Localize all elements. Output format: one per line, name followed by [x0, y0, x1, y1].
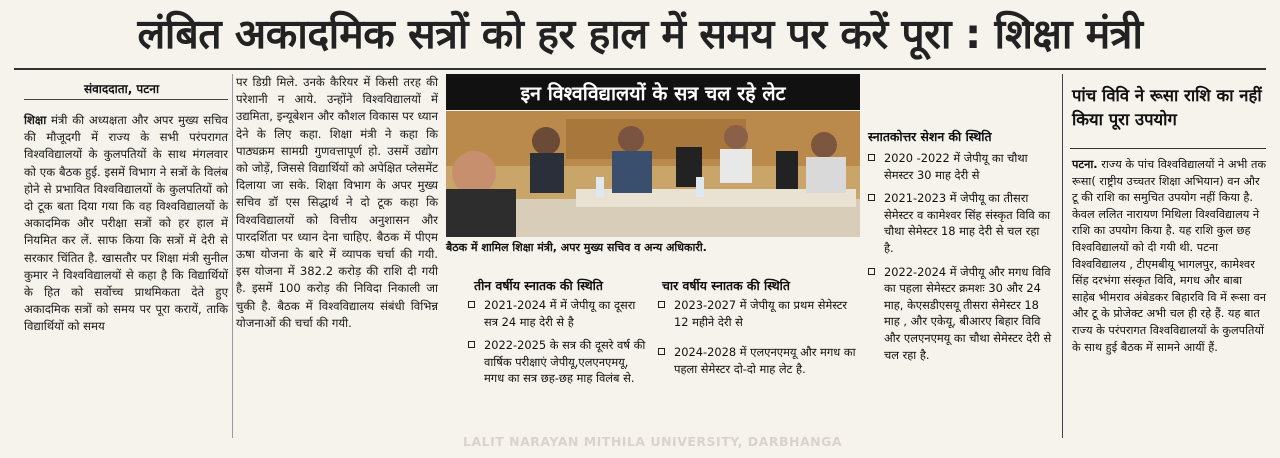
box-banner: इन विश्वविद्यालयों के सत्र चल रहे लेट	[446, 74, 860, 110]
meeting-photo-illustration	[446, 111, 860, 237]
article-text-1: मंत्री की अध्यक्षता और अपर मुख्य सचिव की मौजूदगी में राज्य के सभी परंपरागत विश्वविद्यालयों के कुलपतियों के साथ मंगलवार को एक बैठक हुई. इसमें विभाग ने सत्रों के विलंब होने से प्रभावित विश्वविद्यालयों के कुलपतियों को दो टूक बता दिया गया कि वह विश्वविद्यालयों के अकादमिक और परीक्षा सत्रों को हर हाल में नियमित कर लें. साफ किया कि सत्रों में देरी से सरकार चिंतित है. खासतौर पर शिक्षा मंत्री सुनील कुमार ने विश्वविद्यालयों से कहा है कि विद्यार्थियों के हित को सर्वोच्च प्राथमिकता देते हुए अकादमिक सत्रों को समय पर पूरा करायें, ताकि विद्यार्थियों को समय	[24, 113, 228, 334]
checkbox-icon	[658, 301, 665, 308]
list-item: 2023-2027 में जेपीयू का प्रथम सेमेस्टर 12 महीने देरी से	[656, 297, 856, 330]
sidebar-dateline: पटना.	[1072, 158, 1098, 171]
checkbox-icon	[468, 341, 475, 348]
article-lead-word: शिक्षा	[24, 113, 47, 127]
meeting-photo	[446, 111, 860, 237]
pg-list	[866, 150, 1052, 370]
article-column-1	[24, 112, 228, 336]
sidebar-headline: पांच विवि ने रूसा राशि का नहीं किया पूरा उपयोग	[1072, 86, 1262, 129]
sidebar-article	[1072, 157, 1268, 356]
checkbox-icon	[868, 154, 875, 161]
sidebar-rule	[1070, 148, 1266, 149]
four-year-list	[656, 297, 856, 384]
list-item: 2022-2025 के सत्र की दूसरे वर्ष की वार्षिक परीक्षाएं जेपीयू,एलएनएमयू, मगध का सत्र छह-छह माह विलंब से.	[466, 337, 652, 387]
three-year-list	[466, 297, 652, 394]
byline: संवाददाता, पटना	[84, 82, 160, 96]
pg-title: स्नातकोत्तर सेशन की स्थिति	[868, 129, 992, 144]
headline-rule	[14, 68, 1266, 70]
list-item: 2024-2028 में एलएनएमयू और मगध का पहला सेमेस्टर दो-दो माह लेट है.	[656, 344, 856, 377]
university-watermark: LALIT NARAYAN MITHILA UNIVERSITY, DARBHANGA	[463, 434, 843, 449]
checkbox-icon	[868, 194, 875, 201]
checkbox-icon	[868, 268, 875, 275]
sidebar-text: राज्य के पांच विश्वविद्यालयों ने अभी तक रूसा( राष्ट्रीय उच्चतर शिक्षा अभियान) वन और टू की राशि का समुचित उपयोग नहीं किया है. केवल ललित नारायण मिथिला विश्वविद्यालय ने राशि का उपयोग किया है. यह राशि कुल छह विश्वविद्यालयों को दी गयी थी. पटना विश्वविद्यालय , टीएमबीयू भागलपुर, कामेश्वर सिंह दरभंगा संस्कृत विवि, मगध और बाबा साहेब भीमराव अंबेडकर बिहारवि वि में रूसा वन और टू के प्रोजेक्ट अभी चल ही रहे हैं. यह बात राज्य के परंपरागत विश्वविद्यालयों के कुलपतियों के साथ हुई बैठक में सामने आयीं हैं.	[1072, 158, 1267, 354]
article-text-2: पर डिग्री मिले. उनके कैरियर में किसी तरह की परेशानी न आये. उन्होंने विश्वविद्यालयों में उद्यमिता, इन्यूबेशन और कौशल विकास पर ध्यान देने के लिए कहा. शिक्षा मंत्री ने कहा कि पाठ्यक्रम सामग्री गुणवत्तापूर्ण हो. उसमें उद्योग को जोड़ें, जिससे विद्यार्थियों को अपेक्षित प्लेसमेंट दिलाया जा सके. शिक्षा विभाग के अपर मुख्य सचिव डॉ एस सिद्धार्थ ने दो टूक कहा कि विश्वविद्यालयों को वित्तीय अनुशासन और पारदर्शिता पर ध्यान देना चाहिए. बैठक में पीएम ऊषा योजना के बारे में व्यापक चर्चा की गयी. इस योजना में 382.2 करोड़ की राशि दी गयी है. इसमें 100 करोड़ की निविदा निकाली जा चुकी है. बैठक में विश्वविद्यालय संबंधी विभिन्न योजनाओं की चर्चा की गयी.	[236, 75, 438, 330]
three-year-title: तीन वर्षीय स्नातक की स्थिति	[474, 278, 603, 293]
column-divider-1	[232, 74, 233, 438]
article-column-2	[236, 74, 438, 332]
byline-rule	[24, 99, 228, 100]
four-year-title: चार वर्षीय स्नातक की स्थिति	[662, 278, 790, 293]
checkbox-icon	[468, 301, 475, 308]
list-item: 2021-2024 में में जेपीयू का दूसरा सत्र 24 माह देरी से है	[466, 297, 652, 330]
list-item: 2022-2024 में जेपीयू और मगध विवि का पहला सेमेस्टर क्रमशः 30 और 24 माह, केएसडीएसयू तीसरा सेमेस्टर 18 माह , और एकेयू, बीआरए बिहार विवि और एलएनएमयू का चौथा सेमेस्टर देरी से चल रहा है.	[866, 264, 1052, 364]
checkbox-icon	[658, 348, 665, 355]
list-item: 2020 -2022 में जेपीयू का चौथा सेमस्टर 30 माह देरी से	[866, 150, 1052, 183]
headline: लंबित अकादमिक सत्रों को हर हाल में समय पर करें पूरा : शिक्षा मंत्री	[137, 10, 1143, 58]
photo-caption: बैठक में शामिल शिक्षा मंत्री, अपर मुख्य सचिव व अन्य अधिकारी.	[446, 241, 707, 254]
list-item: 2021-2023 में जेपीयू का तीसरा सेमेस्टर व कामेश्वर सिंह संस्कृत विवि का चौथा सेमेस्टर 18 माह देरी से चल रहा है.	[866, 190, 1052, 256]
column-divider-sidebar	[1062, 74, 1063, 438]
